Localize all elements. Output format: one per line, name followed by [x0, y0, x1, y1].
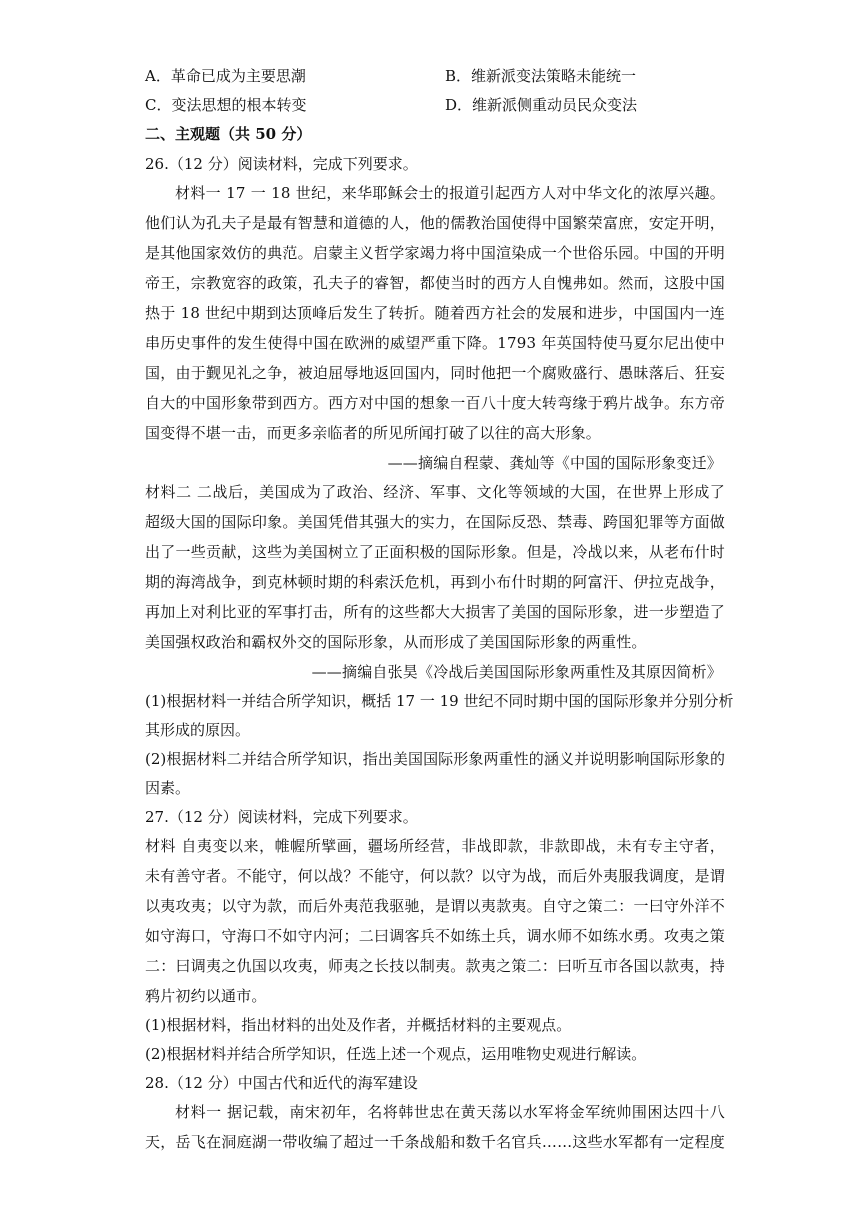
q27-intro: 27.（12 分）阅读材料，完成下列要求。: [145, 808, 418, 826]
q28-m-line: 材料一 据记载，南宋初年，名将韩世忠在黄天荡以水军将金军统帅围困达四十八: [175, 1103, 725, 1121]
q27-m-line: 二：曰调夷之仇国以攻夷，师夷之长技以制夷。款夷之策二：曰听互市各国以款夷，持: [145, 957, 725, 975]
q27-m-line: 鸦片初约以通市。: [145, 987, 267, 1005]
q26-question-1: 其形成的原因。: [145, 721, 251, 739]
q26-intro: 26.（12 分）阅读材料，完成下列要求。: [145, 155, 418, 173]
q26-m1-line: 热于 18 世纪中期到达顶峰后发生了转折。随着西方社会的发展和进步，中国国内一连: [145, 304, 725, 322]
q27-question-1: (1)根据材料，指出材料的出处及作者，并概括材料的主要观点。: [145, 1016, 572, 1034]
q27-m-line: 未有善守者。不能守，何以战？不能守，何以款？以守为战，而后外夷服我调度，是谓: [145, 867, 725, 885]
q26-m1-line: 帝王，宗教宽容的政策，孔夫子的睿智，都使当时的西方人自愧弗如。然而，这股中国: [145, 274, 725, 292]
q26-m1-line: 自大的中国形象带到西方。西方对中国的想象一百八十度大转弯缘于鸦片战争。东方帝: [145, 394, 725, 412]
q26-m2-line: 再加上对利比亚的军事打击，所有的这些都大大损害了美国的国际形象，进一步塑造了: [145, 603, 725, 621]
section-title: 二、主观题（共 50 分）: [145, 125, 312, 143]
q27-question-2: (2)根据材料并结合所学知识，任选上述一个观点，运用唯物史观进行解读。: [145, 1045, 647, 1063]
q27-m-line: 以夷攻夷；以守为款，而后外夷范我驱驰，是谓以夷款夷。自守之策二：一曰守外洋不: [145, 897, 725, 915]
q26-m2-line: 材料二 二战后，美国成为了政治、经济、军事、文化等领域的大国，在世界上形成了: [145, 483, 725, 501]
q26-question-2: (2)根据材料二并结合所学知识，指出美国国际形象两重性的涵义并说明影响国际形象的: [145, 750, 725, 768]
q26-m1-line: 串历史事件的发生使得中国在欧洲的威望严重下降。1793 年英国特使马夏尔尼出使中: [145, 334, 725, 352]
q28-intro: 28.（12 分）中国古代和近代的海军建设: [145, 1074, 418, 1092]
q26-m1-line: 国变得不堪一击，而更多亲临者的所见所闻打破了以往的高大形象。: [145, 424, 602, 442]
q26-question-2: 因素。: [145, 779, 191, 797]
q27-m-line: 如守海口，守海口不如守内河；二曰调客兵不如练土兵，调水师不如练水勇。攻夷之策: [145, 927, 725, 945]
option-a: A．革命已成为主要思潮: [145, 67, 306, 85]
q26-m1-source: ——摘编自程蒙、龚灿等《中国的国际形象变迁》: [387, 454, 722, 472]
q26-m2-line: 出了一些贡献，这些为美国树立了正面积极的国际形象。但是，冷战以来，从老布什时: [145, 543, 725, 561]
q26-m1-line: 国，由于觐见礼之争，被迫屈辱地返回国内，同时他把一个腐败盛行、愚昧落后、狂妄: [145, 364, 725, 382]
q26-m1-line: 他们认为孔夫子是最有智慧和道德的人，他的儒教治国使得中国繁荣富庶，安定开明，: [145, 214, 725, 232]
q26-m1-line: 材料一 17 一 18 世纪，来华耶稣会士的报道引起西方人对中华文化的浓厚兴趣。: [175, 184, 725, 202]
option-b: B．维新派变法策略未能统一: [445, 67, 637, 85]
q26-question-1: (1)根据材料一并结合所学知识，概括 17 一 19 世纪不同时期中国的国际形象并分别分析: [145, 692, 734, 710]
q27-m-line: 材料 自夷变以来，帷幄所擘画，疆场所经营，非战即款，非款即战，未有专主守者，: [145, 837, 725, 855]
q26-m2-line: 期的海湾战争，到克林顿时期的科索沃危机，再到小布什时期的阿富汗、伊拉克战争，: [145, 573, 725, 591]
option-d: D．维新派侧重动员民众变法: [445, 96, 638, 114]
q28-m-line: 天，岳飞在洞庭湖一带收编了超过一千条战船和数千名官兵……这些水军都有一定程度: [145, 1133, 725, 1151]
option-c: C．变法思想的根本转变: [145, 96, 307, 114]
q26-m2-line: 美国强权政治和霸权外交的国际形象，从而形成了美国国际形象的两重性。: [145, 633, 647, 651]
q26-m2-line: 超级大国的国际印象。美国凭借其强大的实力，在国际反恐、禁毒、跨国犯罪等方面做: [145, 513, 725, 531]
q26-m1-line: 是其他国家效仿的典范。启蒙主义哲学家竭力将中国渲染成一个世俗乐园。中国的开明: [145, 244, 725, 262]
q26-m2-source: ——摘编自张昊《冷战后美国国际形象两重性及其原因简析》: [311, 663, 722, 681]
